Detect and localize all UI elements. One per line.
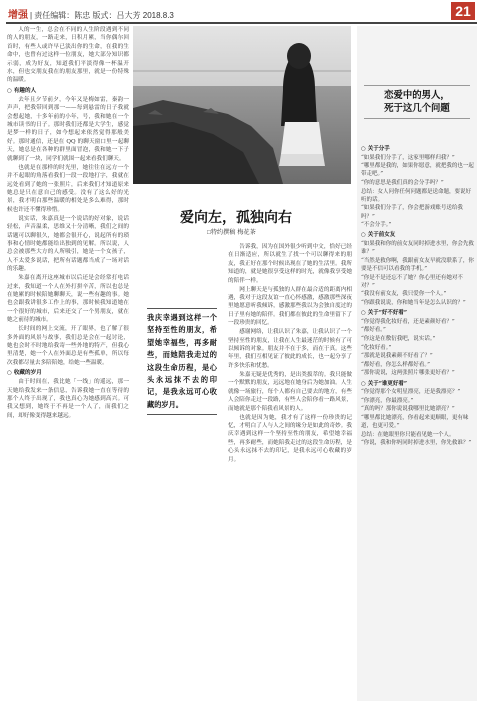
article-paragraph: 说实话，朱嘉真是一个说话的好对象，说话轻松，声音温柔，思维又十分清晰，我们之间的话题可以聊很久，她都会很开心，说起所有的琐事和心情时她都能给出独到的见解。所以说，人总会被那些大方的人所吸引，她是一个女孩子，人不太爱多说话，把所有话题都当成了一场对话的乐趣。: [7, 215, 129, 273]
sidebar-dialogue-line: “你说，我和你妈同时掉进水里，你先救谁？”: [361, 440, 472, 447]
sidebar-dialogue-line: “如果我和你的前女友同时掉进水里，你会先救谁？”: [361, 240, 474, 256]
article-paragraph: 也就是因为她，我才有了这样一份珍贵的记忆，才明白了人与人之间的缘分是如此的奇妙。我庆幸遇到这样一个坚持至性的朋友，希望她幸福些，再多耐些，而她陪我走过的这段生命历程，是心头永远抹不去的印记，是我永远可心收藏的岁月。: [228, 414, 352, 463]
article-column-2: [228, 243, 352, 701]
page-header: [0, 0, 483, 22]
sidebar-dialogue-line: “你漂亮，你最漂亮。”: [361, 397, 414, 404]
article-paragraph: 由于时间在，我比她「一线」的遥远，那一天她给我发来一条信息，告诉我她一直在等待的那个人终于出现了，我也真心为她感到高兴。可我又想到，她终于不再是一个人了，而我们之间，却好像变得越来越远。: [7, 379, 129, 419]
article-paragraph: 告诉我，因为在国外很少听到中文，恰好已经在日渐适应，所以就生了找一个可以聊得来的朋友，我正好在那个时候出现在了她的生活里。我所知道的，就是她很享受这样的时光，就像我享受她的陪伴一样。: [228, 244, 352, 284]
sidebar-section-heading: ○ 关于分手: [361, 146, 390, 152]
sidebar-dialogue-line: “当然是救你啊，我跟前女友早就没联系了，你要是不信可以看我的手机。”: [361, 257, 474, 272]
sidebar-dialogue-line: “如果我们分手了，这家里哪样归我？”: [361, 154, 455, 161]
article-column-1: [7, 26, 129, 701]
article-paragraph: 人的一生，总会在不同的人生阶段遇到不同的人的朋友，一路走来，日积月累，当你偶尔回首时，有些人或许早已淡出你的生命，在我的生命中，也曾有过这样一位朋友，她大部分知识都示弱，成为好友，知道我们平淡得像一杯温开水，但也交朋友我在的朋友那里，就是一份特殊的温暖。: [7, 27, 129, 84]
sidebar-section-heading: ○ 关于“好不好看”: [361, 310, 408, 317]
sidebar-title-line-2: 死于这几个问题: [384, 103, 450, 114]
article-paragraph: 感谢网络，让我认识了朱嘉，让我认识了一个坚持至性的朋友，让我在人生最迷茫的时候有了可以倾诉的对象。朋友并不在于多，而在于真。这些年里，我们互相见证了彼此的成长，也一起分享了许多快乐和忧愁。: [228, 329, 352, 369]
sidebar-title-rule-bottom: [364, 118, 470, 119]
sidebar-dialogue-line: “那就是说我素颜不好看了？”: [361, 353, 433, 360]
sidebar-dialogue-line: “化妆好看。”: [361, 344, 392, 351]
pull-quote: 我庆幸遇到这样一个坚持至性的朋友，希望她幸福些，再多耐些，而她陪我走过的这段生命历程，是心头永远抹不去的印记，是我永远可心收藏的岁月。: [147, 308, 217, 415]
sidebar-dialogue-line: “如果我们分手了，你会把游戏账号送给我吗？”: [361, 205, 463, 220]
header-rule: [6, 22, 477, 24]
sidebar-dialogue-line: “真的吗？那你说说我哪里比她漂亮？”: [361, 406, 455, 413]
article-photo: [133, 26, 351, 184]
sidebar-title-rule-top: [364, 85, 470, 86]
sidebar-dialogue-line: “不会分手。”: [361, 222, 392, 229]
header-info: [8, 6, 174, 21]
sidebar-dialogue-line: “你跟我说说，你和她当年是怎么认识的？”: [361, 299, 466, 306]
article-paragraph: 朱嘉在离开这座城市以后还是会经常打电话过来，我知道一个人在外打拼辛苦，所以也总是在她累的时候陪她聊聊天，说一些有趣的事。她也会跟我讲很多工作上的事，那时候我知道她在一个很好的城市，后来还交了一个男朋友，就在她之前待的城市。: [7, 275, 129, 324]
sidebar-dialogue-line: “你觉得那个女明星漂亮，还是我漂亮？”: [361, 389, 461, 396]
article-paragraph: 网上聊天是与孤独的人群在最合适的距离内相遇，我对于这段友谊一直心怀感激，感激那些深夜里她愿意听我倾诉，感激那些我以为会独自度过的日子里有她的陪伴。我们都在彼此的生命里留下了一段珍贵的回忆。: [228, 286, 352, 327]
article-paragraph: 也就是在那样的时光里，她往往在远方一个并不起眼的角落看我们一段一段地打字，我就在远处看到了她的一张照片，后来我们才知道原来她总是只在意自己的感受。没有了这么好的光景，我才明白那些温暖的相处是多么难得，那时候也许还不懂得珍惜。: [7, 164, 129, 213]
sidebar-dialogue-line: “你的意思是我们真的会分手吗？”: [361, 179, 444, 186]
sidebar-dialogue-line: “你这是在敷衍我吧，说实话。”: [361, 335, 436, 342]
sidebar-section-heading: ○ 关于“谁更好看”: [361, 380, 408, 387]
article-paragraph: 朱嘉无疑是优秀的，是出类拔萃的。我只能做一个默默的朋友，远远地在她身后为她加油。人生就像一场旅行，每个人都有自己要去的地方，有些人会陪你走过一段路，有些人会陪你看一路风景，而她就是那个陪我看风景的人。: [228, 371, 352, 412]
sidebar-dialogue-line: “都好看，你怎么样都好看。”: [361, 361, 430, 368]
sidebar-dialogue-line: “我没有前女友，我只爱你一个人。”: [361, 291, 447, 298]
sidebar-title-line-1: 恋爱中的男人，: [384, 90, 450, 101]
section-subheading: ○ 收藏的岁月: [7, 370, 42, 377]
sidebar-dialogue-line: “你是不是还忘不了她？你心里还有她对不对？”: [361, 274, 463, 289]
page-number-badge: 21: [451, 2, 475, 20]
editor-credits: | 责任编辑：陈忠 版式：吕大芳 2018.8.3: [30, 11, 174, 20]
sidebar-dialogue-line: “哪里都比她漂亮，你看起来更顺眼，更有味道，也更可爱。”: [361, 414, 469, 430]
sidebar-content: [361, 143, 474, 699]
sidebar-section-heading: ○ 关于前女友: [361, 232, 396, 239]
sidebar-dialogue-line: 总结：在她眼里你只能看见她一个人。: [361, 431, 455, 438]
section-subheading: ○ 有趣的人: [7, 87, 37, 94]
article-paragraph: 长时间的网上交流，开了眼界，也了解了很多外面的风景与故事，我们总是会在一起讨论，她也会时不时地给我寄一些外地的特产，但我心里清楚，她一个人在外面总是有些孤单，所以每次我都尽量去多陪陪她，给她一些温暖。: [7, 326, 129, 366]
seaside-photo-illustration: [133, 26, 351, 184]
sidebar-title: [365, 89, 469, 115]
article-title: 爱向左，孤独向右: [180, 210, 292, 226]
sidebar-dialogue-line: “哪里都是我的，如果你愿意，就把我的也一起带走吧。”: [361, 163, 474, 178]
sidebar-dialogue-line: “那你说说，这两张照片哪张更好看？”: [361, 370, 455, 377]
article-byline: □特约撰稿 梅花茶: [207, 229, 256, 236]
section-name: 增强: [8, 10, 28, 21]
article-paragraph: 去年且夕节前夕，今年又是梅如雷，秦韵一声声，把我带回到那一——每到悬雷的日子我就会想起她，十多年前的小年，号，我和她在一个城市读书的日子。那时我们还都是大学生，感觉是梦一样的日子，如今想起来依然觉得那般美好。那时通信，还是在 QQ 的聊天窗口里一起聊天，她总是在各种的群里面冒泡，我和她一下子就聊到了一块，同学们就围一起来看我们聊天。: [7, 96, 129, 162]
sidebar-dialogue-line: “都好看。”: [361, 327, 386, 334]
sidebar-dialogue-line: 总结：女人问你任何问题都是送命题，要说好听的话。: [361, 188, 472, 203]
sidebar-dialogue-line: “你觉得我化妆好看，还是素颜好看？”: [361, 318, 455, 325]
